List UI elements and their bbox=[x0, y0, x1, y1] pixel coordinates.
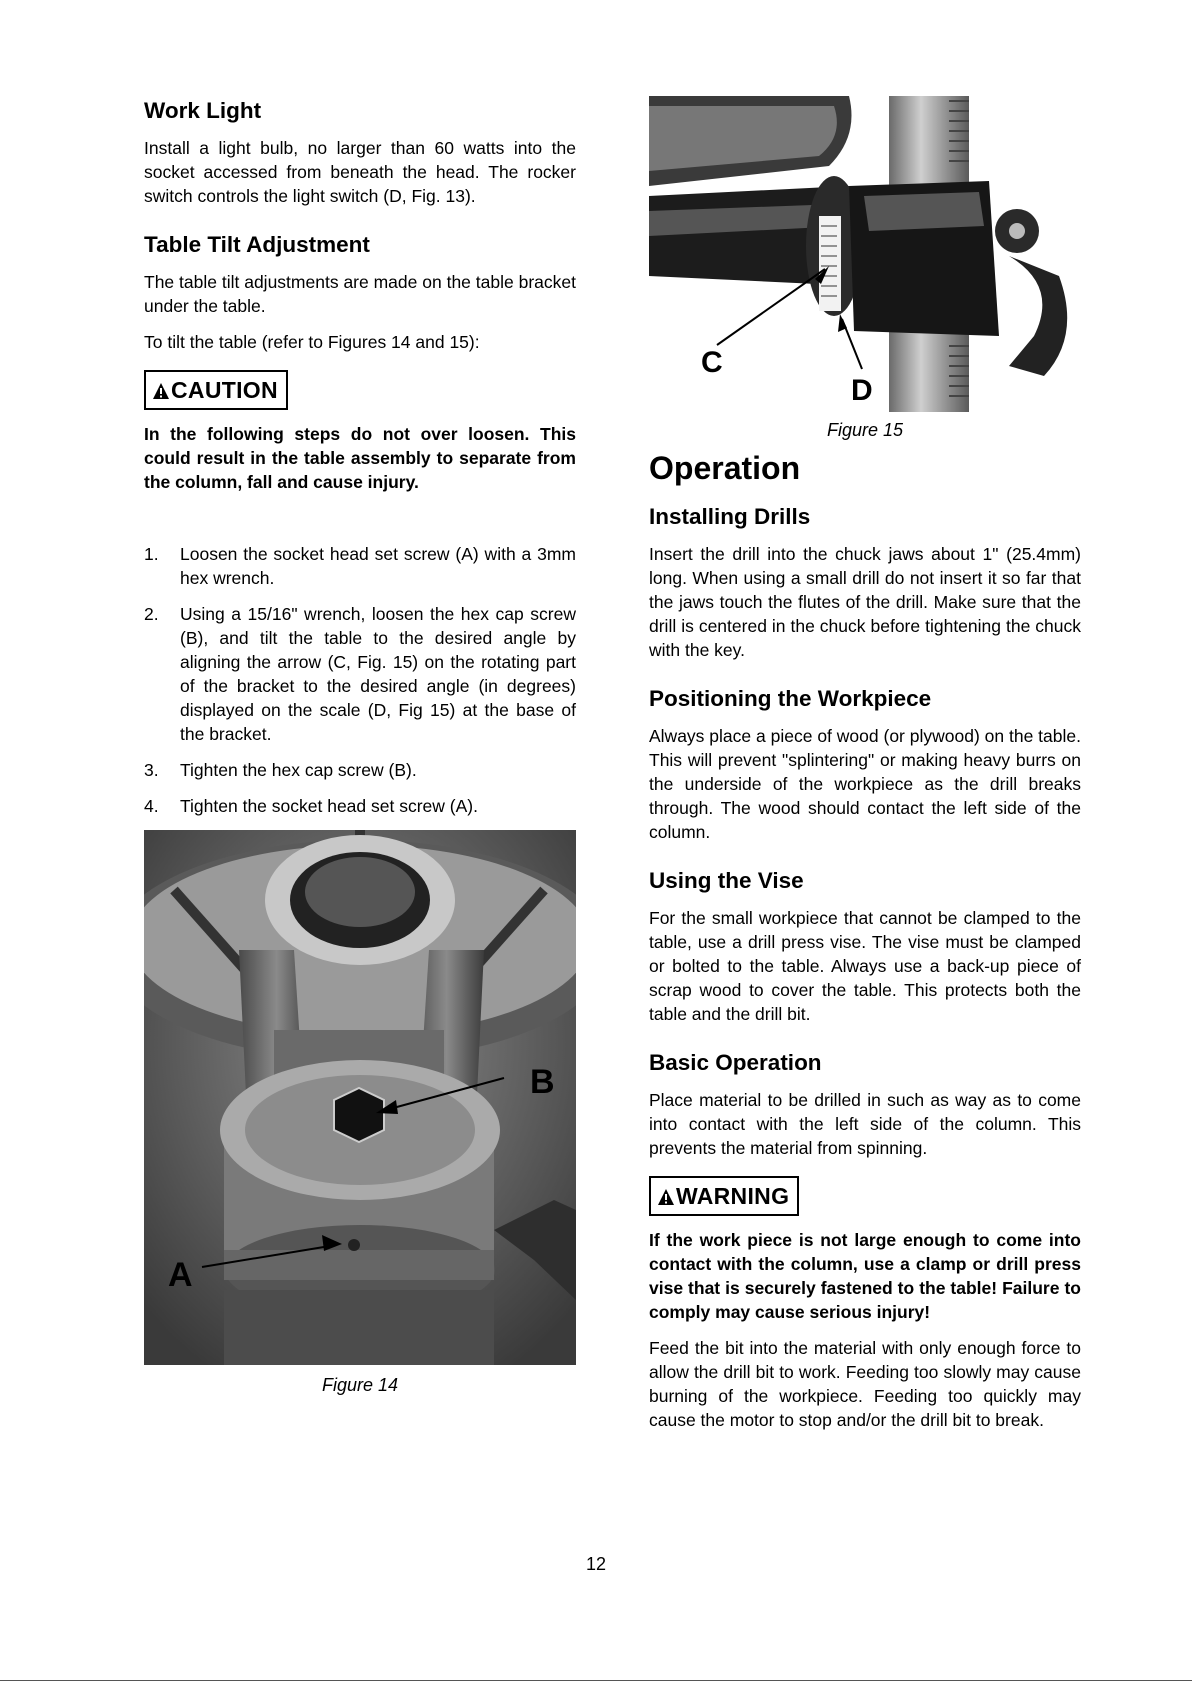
list-item bbox=[144, 758, 576, 782]
step-number: 1. bbox=[144, 544, 159, 564]
caution-text: In the following steps do not over loosen. This could result in the table assembly to separate from the column, fall and cause injury. bbox=[144, 424, 576, 492]
step-text: Tighten the hex cap screw (B). bbox=[180, 760, 417, 780]
figure-15-photo bbox=[649, 96, 1081, 412]
figure-14-label-b: B bbox=[530, 1063, 555, 1101]
step-number: 3. bbox=[144, 760, 159, 780]
list-item bbox=[144, 602, 576, 746]
warning-label: WARNING bbox=[676, 1183, 790, 1209]
left-column bbox=[144, 96, 576, 1397]
operation-title: Operation bbox=[649, 450, 801, 486]
table-tilt-paragraph-2: To tilt the table (refer to Figures 14 and 15): bbox=[144, 332, 480, 352]
figure-15-caption: Figure 15 bbox=[826, 420, 904, 440]
step-number: 2. bbox=[144, 604, 159, 624]
basic-operation-text: Place material to be drilled in such as way as to come into contact with the left side of the column. This prevents the material from spinning. bbox=[649, 1090, 1081, 1158]
work-light-text: Install a light bulb, no larger than 60 watts into the socket accessed from beneath the head. The rocker switch controls the light switch (D, Fig. 13). bbox=[144, 138, 576, 206]
vise-text: For the small workpiece that cannot be clamped to the table, use a drill press vise. The vise must be clamped or bolted to the table. Always use a back-up piece of scrap wood to cover the table. This protects both the table and the drill bit. bbox=[649, 908, 1081, 1024]
installing-drills-heading: Installing Drills bbox=[649, 504, 811, 529]
figure-15-label-d: D bbox=[851, 374, 873, 407]
step-text: Using a 15/16" wrench, loosen the hex cap screw (B), and tilt the table to the desired angle by aligning the arrow (C, Fig. 15) on the rotating part of the bracket to the desired angle (in degrees) displayed on the scale (D, Fig 15) at the base of the bracket. bbox=[180, 604, 576, 744]
list-item bbox=[144, 542, 576, 590]
positioning-heading: Positioning the Workpiece bbox=[649, 686, 932, 711]
table-tilt-heading: Table Tilt Adjustment bbox=[144, 232, 370, 257]
vise-heading: Using the Vise bbox=[649, 868, 804, 893]
tilt-steps-list bbox=[144, 542, 576, 818]
warning-triangle-icon bbox=[152, 382, 170, 400]
installing-drills-text: Insert the drill into the chuck jaws about 1" (25.4mm) long. When using a small drill do not insert it so far that the jaws touch the flutes of the drill. Make sure that the drill is centered in the chuck before tightening the chuck with the key. bbox=[649, 544, 1081, 660]
figure-14-caption: Figure 14 bbox=[321, 1375, 399, 1395]
work-light-heading: Work Light bbox=[144, 98, 262, 123]
caution-label: CAUTION bbox=[171, 377, 278, 403]
figure-14-photo bbox=[144, 830, 576, 1365]
figure-14-illustration bbox=[144, 830, 576, 1365]
warning-box bbox=[649, 1176, 799, 1216]
warning-triangle-icon bbox=[657, 1188, 675, 1206]
feed-text: Feed the bit into the material with only enough force to allow the drill bit to work. Feeding too slowly may cause burning of the workpiece. Feeding too quickly may cause the motor to stop and/or the drill bit to break. bbox=[649, 1338, 1081, 1430]
right-column bbox=[649, 96, 1081, 1444]
page-number: 12 bbox=[585, 1554, 607, 1574]
step-text: Loosen the socket head set screw (A) with a 3mm hex wrench. bbox=[180, 544, 576, 588]
positioning-text: Always place a piece of wood (or plywood) on the table. This will prevent "splintering" or making heavy burrs on the underside of the workpiece as the drill breaks through. The wood should contact the left side of the column. bbox=[649, 726, 1081, 842]
caution-box bbox=[144, 370, 288, 410]
figure-14-label-a: A bbox=[168, 1256, 193, 1294]
figure-15-label-c: C bbox=[701, 346, 723, 379]
warning-text: If the work piece is not large enough to come into contact with the column, use a clamp or drill press vise that is securely fastened to the table! Failure to comply may cause serious injury! bbox=[649, 1230, 1081, 1322]
list-item bbox=[144, 794, 576, 818]
basic-operation-heading: Basic Operation bbox=[649, 1050, 822, 1075]
table-tilt-paragraph-1: The table tilt adjustments are made on the table bracket under the table. bbox=[144, 272, 576, 316]
page-bottom-rule bbox=[0, 1680, 1192, 1681]
step-number: 4. bbox=[144, 796, 159, 816]
step-text: Tighten the socket head set screw (A). bbox=[180, 796, 478, 816]
